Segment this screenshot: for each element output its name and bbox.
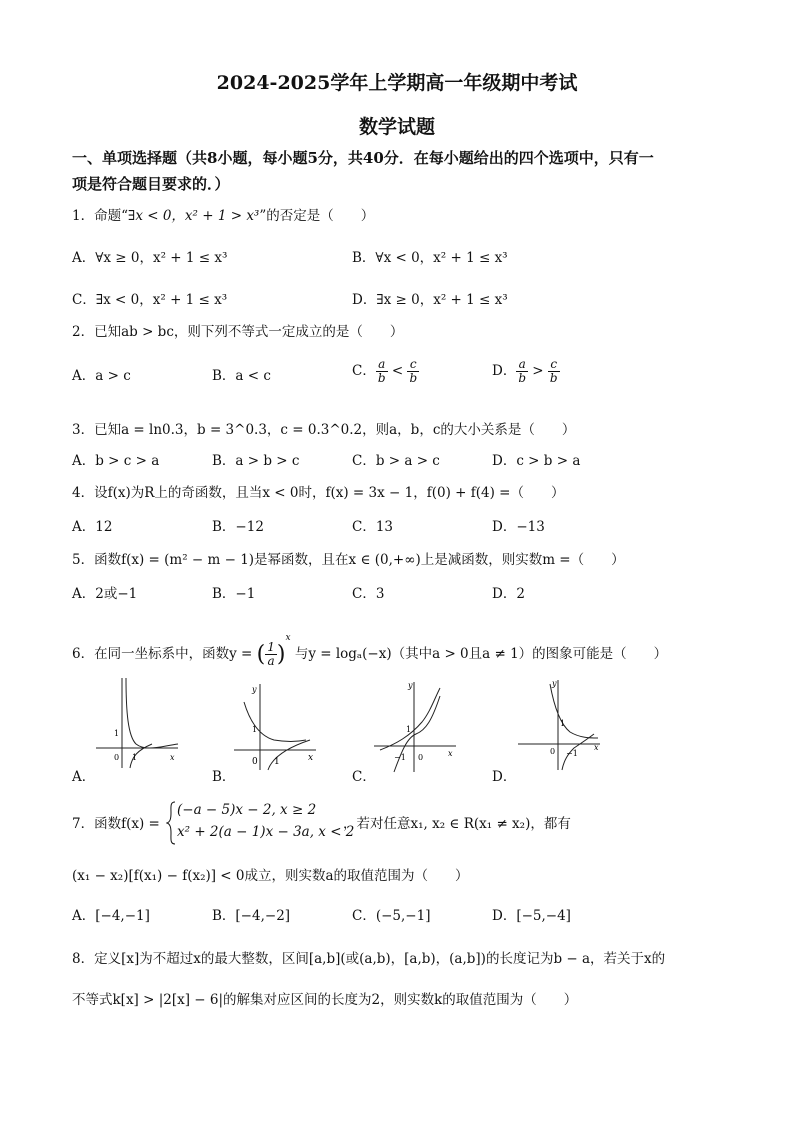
q2-option-d-label: D． [492,363,517,379]
svg-text:y: y [408,681,413,690]
q1-option-a: A．∀x ≥ 0，x² + 1 ≤ x³ [72,250,228,266]
section-heading-2: 项是符合题目要求的．） [72,175,230,193]
q5-option-a: A．2或−1 [72,586,138,602]
section-heading-1: 一、单项选择题（共8小题，每小题5分，共40分．在每小题给出的四个选项中，只有一 [72,149,654,167]
exam-subject: 数学试题 [358,116,435,138]
q7-option-d: D．[−5,−4] [492,908,571,924]
q7-piece-2: x² + 2(a − 1)x − 3a, x < 2 [177,824,355,840]
q5-option-b: B．−1 [212,586,256,602]
q5-option-d: D．2 [492,586,525,602]
question-6-stem [72,628,667,668]
q2-c-frac1: $\frac{a}{b}$ [377,357,386,385]
svg-text:1: 1 [252,725,258,734]
question-7-line-2: (x₁ − x₂)[f(x₁) − f(x₂)] < 0成立，则实数a的取值范围为（ ） [72,868,469,884]
svg-text:0: 0 [252,757,258,767]
q1-stem-post: ”的否定是（ ） [259,208,375,224]
q5-option-c: C．3 [352,586,385,602]
q1-stem-math: ∃x < 0，x² + 1 > x³ [128,208,260,224]
q2-option-a: A．a > c [72,368,131,384]
q6-graph-b [230,674,322,774]
question-7-stem-pre: 7．函数f(x) = [72,816,160,832]
question-4-stem: 4．设f(x)为R上的奇函数，且当x < 0时，f(x) = 3x − 1，f(0) + f(4) =（ ） [72,485,565,501]
q6-option-c: C． [352,769,376,785]
svg-text:1: 1 [274,757,280,767]
question-8-line-2: 不等式k[x] > |2[x] − 6|的解集对应区间的长度为2，则实数k的取值范围为（ ） [72,992,578,1008]
q6-stem-post: 与y = logₐ(−x)（其中a > 0且a ≠ 1）的图象可能是（ ） [294,646,668,662]
q7-stem-post: ，若对任意x₁, x₂ ∈ R(x₁ ≠ x₂)，都有 [343,816,571,832]
q2-d-frac1: $\frac{a}{b}$ [518,357,527,385]
q2-d-frac2: $\frac{c}{b}$ [549,357,558,385]
q3-option-d: D．c > b > a [492,453,581,469]
q2-option-b: B．a < c [212,368,271,384]
q7-option-b: B．[−4,−2] [212,908,291,924]
q6-graph-d [514,674,606,774]
q1-option-d: D．∃x ≥ 0，x² + 1 ≤ x³ [352,292,508,308]
q2-c-frac2: $\frac{c}{b}$ [409,357,418,385]
svg-text:−1: −1 [394,753,406,762]
q7-option-c: C．(−5,−1] [352,908,431,924]
svg-text:1: 1 [132,753,138,762]
q6-frac: $\frac{1}{a}$ [267,640,275,668]
q4-option-c: C．13 [352,519,394,535]
q1-option-c: C．∃x < 0，x² + 1 ≤ x³ [72,292,228,308]
svg-text:−1: −1 [566,749,578,758]
svg-text:0: 0 [114,753,120,762]
q3-option-c: C．b > a > c [352,453,440,469]
svg-text:x: x [448,749,453,758]
svg-text:1: 1 [114,729,120,738]
q2-option-c: C． $\frac{a}{b}$ < $\frac{c}{b}$ [352,357,418,385]
svg-text:0: 0 [550,747,556,756]
exam-title: 2024-2025学年上学期高一年级期中考试 [216,72,578,94]
svg-text:x: x [308,753,314,763]
q4-option-a: A．12 [72,519,113,535]
question-2-stem: 2．已知ab > bc，则下列不等式一定成立的是（ ） [72,324,404,340]
q6-stem-pre: 6．在同一坐标系中，函数y = [72,646,253,662]
q2-option-d: D． $\frac{a}{b}$ > $\frac{c}{b}$ [492,357,558,385]
question-1-stem [72,206,374,226]
q1-option-b: B．∀x < 0，x² + 1 ≤ x³ [352,250,508,266]
q6-paren-open: ( [256,641,266,667]
svg-text:1: 1 [406,725,412,734]
q6-option-d: D． [492,769,517,785]
question-3-stem: 3．已知a = ln0.3，b = 3^0.3，c = 0.3^0.2，则a，b，c的大小关系是（ ） [72,422,576,438]
q7-option-a: A．[−4,−1] [72,908,150,924]
svg-text:y: y [552,679,557,688]
q1-stem-pre: 1．命题“ [72,208,128,224]
q4-option-d: D．−13 [492,519,545,535]
svg-text:0: 0 [418,753,424,762]
q3-option-b: B．a > b > c [212,453,300,469]
question-8-line-1: 8．定义[x]为不超过x的最大整数，区间[a,b](或(a,b)，[a,b)，(a,b])的长度记为b − a，若关于x的 [72,951,666,967]
q4-option-b: B．−12 [212,519,264,535]
svg-text:1: 1 [560,719,566,728]
q6-option-a: A． [72,769,96,785]
q7-brace [166,801,176,845]
question-5-stem: 5．函数f(x) = (m² − m − 1)是幂函数，且在x ∈ (0,+∞)上是减函数，则实数m =（ ） [72,552,625,568]
q2-option-c-label: C． [352,363,376,379]
q7-piece-1: (−a − 5)x − 2, x ≥ 2 [177,802,317,818]
q6-graph-a [92,672,184,772]
q6-exponent: x [285,633,291,643]
q3-option-a: A．b > c > a [72,453,160,469]
svg-text:x: x [170,753,175,762]
q6-graph-c [370,676,462,776]
svg-text:y: y [252,685,257,694]
q6-paren-close: ) [276,641,286,667]
q6-option-b: B． [212,769,236,785]
svg-text:x: x [594,743,599,752]
